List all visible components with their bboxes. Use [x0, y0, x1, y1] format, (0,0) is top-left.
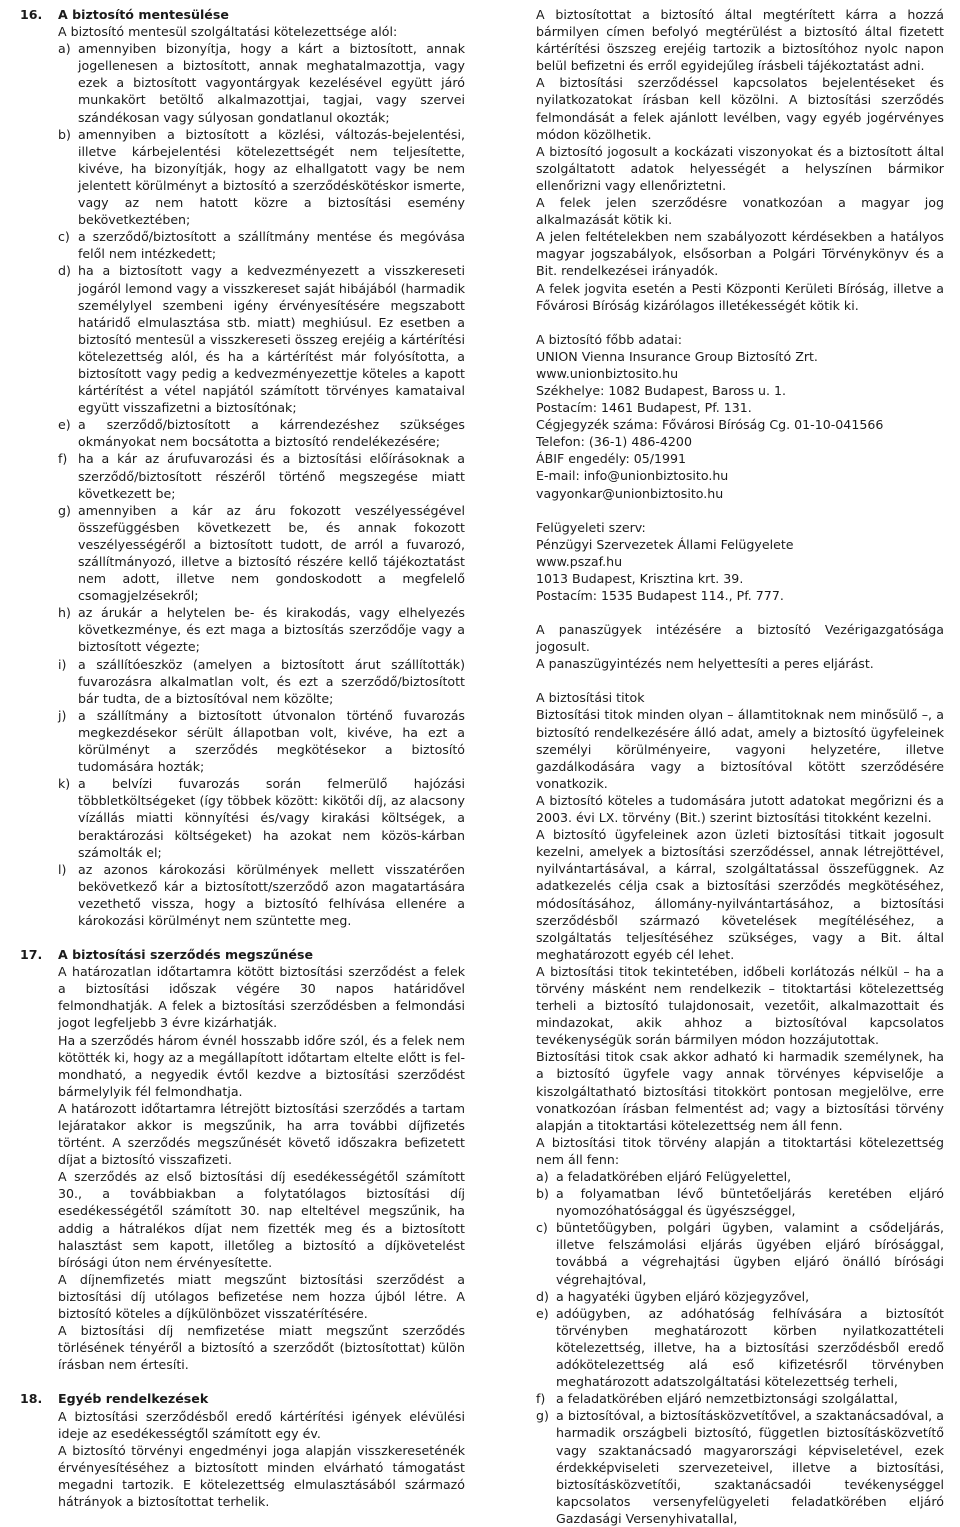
list-item — [20, 707, 465, 775]
paragraph: Ha a szerződés három évnél hosszabb időre szól, és a felek nem kötötték ki, hogy az a megállapított időtartam eltelte előtt is felmondható, a negyedik évtől kezdve a biztosítási szerződést bármelylyik fél felmondhatja. — [58, 1032, 465, 1099]
list-item — [20, 604, 465, 655]
list-item-text: a hagyatéki ügyben eljáró közjegyzővel, — [556, 1288, 810, 1304]
paragraph: A biztosítottat a biztosító által megtérített kárra a hozzá bármilyen címen befolyó megtérülést a biztosító által fizetett kártérítési öszszeg erejéig tartozik a biztosítóhoz nyolc napon belül befizetni és erről egyidejűleg írásbeli tájékoztatást adni. — [536, 7, 944, 74]
list-item-text: amennyiben bizonyítja, hogy a kárt a biztosított, annak jogellenesen a biztosított, annak meghatalmazottja, vagy ezek a biztosított vagyontárgyak kezelésével együtt járó munkakört betöltő alkalmazottjai, tagjai, vagy szervei szándékosan vagy súlyosan gondatlanul okozták; — [78, 41, 465, 125]
section-number: 16. — [20, 7, 43, 22]
section-16-heading — [20, 6, 465, 23]
list-item-text: ha a kár az árufuvarozási és a biztosítási előírásoknak a szerződő/biztosított részéről történő megszegése miatt következett be; — [78, 451, 465, 501]
list-item-label: e) — [58, 417, 71, 433]
paragraph: A felek jelen szerződésre vonatkozóan a magyar jog alkalmazását kötik ki. — [536, 195, 944, 228]
paragraph: A biztosítási titok tekintetében, időbeli korlátozás nélkül – ha a törvény másként nem rendelkezik – titoktartási kötelezettség terheli a biztosító tulajdonosait, vezetőit, alkalmazottait és mindazokat, akik ahhoz a biztosítóval kapcsolatos tevékenységük során bármilyen módon hozzájutottak. — [536, 963, 944, 1048]
paragraph: A felek jogvita esetén a Pesti Központi Kerületi Bíróság, illetve a Fővárosi Bíróság kizárólagos illetékességét kötik ki. — [536, 280, 944, 313]
list-item — [20, 861, 465, 929]
address-line: UNION Vienna Insurance Group Biztosító Zrt. — [536, 348, 818, 364]
list-item — [536, 1185, 944, 1219]
list-item — [536, 1305, 944, 1390]
paragraph: A panaszügyintézés nem helyettesíti a peres eljárást. — [536, 656, 874, 672]
paragraph: A határozatlan időtartamra kötött biztosítási szerződést a felek a biztosítási időszak végére 30 napos határidővel felmondhatják. A felek a biztosítási szerződésben a felmondási jogot legfeljebb 3 évre kizárhatják. — [58, 964, 465, 1031]
spacer — [20, 929, 465, 946]
section-16-intro: A biztosító mentesül szolgáltatási kötelezettsége alól: — [58, 24, 398, 40]
paragraph: A jelen feltételekben nem szabályozott kérdésekben a hatályos magyar jogszabályok, elsősorban a Polgári Törvénykönyv és a Bit. rendelkezései irányadók. — [536, 229, 944, 279]
list-item-text: a belvízi fuvarozás során felmerülő hajózási többletköltségeket (így többek között: kikötői díj, az alacsony vízállás miatti könnyítési és/vagy kirakási költségek, a beraktározási költségeket) ha azokat nem közös-kárban számolták el; — [78, 776, 465, 860]
list-item — [536, 1288, 944, 1305]
paragraph: Biztosítási titok csak akkor adható ki harmadik személynek, ha a biztosító ügyfele vagy annak törvényes képviselője a kiszolgáltatható biztosítási titokkört pontosan megjelölve, erre vonatkozóan írásban felmentést ad; vagy a biztosítási törvény alapján a titoktartási kötelezettség nem áll fenn. — [536, 1049, 944, 1133]
section-number: 17. — [20, 947, 43, 963]
address-line: E-mail: info@unionbiztosito.hu — [536, 468, 729, 484]
list-item-text: a feladatkörében eljáró nemzetbiztonsági szolgálattal, — [556, 1391, 898, 1407]
list-item — [20, 40, 465, 125]
paragraph: A biztosítási szerződésből eredő kártérítési igények elévülési ideje az esedékességtől számított egy év. — [58, 1408, 465, 1441]
list-item — [20, 416, 465, 450]
paragraph: A biztosítási szerződéssel kapcsolatos bejelentéseket és nyilatkozatokat írásban kell közölni. A biztosítási szerződés felmondását a felek ajánlott levélben, vagy egyéb jogérvényes módon közölhetik. — [536, 75, 944, 142]
address-line: Pénzügyi Szervezetek Állami Felügyelete — [536, 536, 794, 552]
section-18-heading — [20, 1390, 465, 1407]
list-item-text: büntetőügyben, polgári ügyben, valamint a csődeljárás, illetve felszámolási eljárás ügyében eljáró bírósággal, továbbá a végrehajtási ügyben eljáró önálló bírósági végrehajtóval, — [556, 1220, 944, 1287]
list-item-text: amennyiben a biztosított a közlési, változás-bejelentési, illetve kárbejelentési kötelezettségét nem teljesítette, kivéve, ha bizonyítják, hogy az elhallgatott vagy be nem jelentett körülményt a biztosító a szerződéskötéskor ismerte, vagy az nem hatott közre a biztosítási esemény bekövetkeztében; — [78, 126, 465, 228]
paragraph: A biztosító köteles a tudomására jutott adatokat megőrizni és a 2003. évi LX. törvény (Bit.) szerint biztosítási titokként kezelni. — [536, 792, 944, 826]
list-item-text: a biztosítóval, a biztosításközvetítővel, a szaktanácsadóval, a harmadik országbeli biztosító, független biztosításközvetítő vagy szaktanácsadó magyarországi képviseletével, ezek érdekképviseleti szervezeteivel, illetve a biztosítási, biztosításközvetítői, szaktanácsadói tevékenységgel kapcsolatos versenyfelügyeleti feladatkörében eljáró Gazdasági Versenyhivatallal, — [556, 1408, 944, 1526]
list-item-label: g) — [536, 1408, 549, 1424]
list-item-text: a szállítóeszköz (amelyen a biztosított árut szállították) fuvarozásra alkalmatlan volt, és ezt a szerződő/biztosított bár tudta, de a biztosítóval nem közölte; — [78, 656, 465, 706]
list-item-text: a folyamatban lévő büntetőeljárás keretében eljáró nyomozóhatósággal és ügyészséggel, — [556, 1186, 944, 1219]
paragraph: A biztosító törvényi engedményi joga alapján visszkereseténék érvényesítéséhez a biztosított minden elvárható támogatást megadni tartozik. E kötelezettség elmulasztásából származó hátrányok a biztosítottat terhelik. — [58, 1442, 465, 1509]
list-item — [20, 656, 465, 707]
spacer — [536, 502, 944, 519]
address-line: Postacím: 1535 Budapest 114., Pf. 777. — [536, 588, 784, 603]
list-item-label: d) — [536, 1288, 549, 1304]
address-line: Telefon: (36-1) 486-4200 — [536, 434, 692, 450]
list-item — [536, 1219, 944, 1287]
list-item-label: h) — [58, 605, 71, 621]
list-item-label: j) — [58, 707, 67, 723]
section-title: Egyéb rendelkezések — [58, 1391, 209, 1407]
section-17-body — [20, 963, 465, 1373]
address-line: Felügyeleti szerv: — [536, 519, 646, 535]
list-item — [536, 1168, 944, 1185]
list-item-label: b) — [58, 126, 71, 142]
section-17-heading — [20, 946, 465, 963]
paragraph: A biztosító ügyfeleinek azon üzleti biztosítási titkait jogosult kezelni, amelyek a biztosítási szerződéssel, annak létrejöttével, nyilvántartásával, a kárral, szolgáltatással összefüggnek. Az adatkezelés célja csak a biztosítási szerződés megkötéséhez, módosításához, állomány-nyilvántartásához, a biztosítási szerződésből származó követelések megítéléséhez, a szolgáltatás teljesítéséhez szükséges, vagy a Bit. által meghatározott egyéb cél lehet. — [536, 827, 944, 962]
list-item — [536, 1390, 944, 1407]
section-number: 18. — [20, 1391, 43, 1407]
spacer — [536, 314, 944, 331]
secrets-list — [536, 1168, 944, 1527]
left-column — [20, 6, 465, 1510]
paragraph: A szerződés az első biztosítási díj esedékességétől számított 30., a továbbiakban a folytatólagos biztosítási díj esedékességétől számított 30. nap elteltével megszűnik, ha addig a hátralékos díjat nem fizették meg és a biztosított halasztást sem kapott, illetőleg a biztosító a díjkövetelést bírósági úton nem érvényesítette. — [58, 1169, 465, 1270]
list-item-text: amennyiben a kár az áru fokozott veszélyességével összefüggésben következett be, és annak fokozott veszélyességéről a biztosított tudott, de arról a fuvarozó, szállítmányozó, illetve a biztosító részére kellő tájékoztatást nem adott, illetve nem gondoskodott a megfelelő csomagjelzésekről; — [78, 502, 465, 604]
section-title: A biztosító mentesülése — [58, 7, 229, 22]
list-item-text: adóügyben, az adóhatóság felhívására a biztosítót törvényben meghatározott körben nyilatkozattételi kötelezettség, illetve, ha a biztosítási szerződésből eredő adókötelezettség alá eső kifizetésről törvényben meghatározott adatszolgáltatási kötelezettség terheli, — [556, 1305, 944, 1390]
list-item — [20, 450, 465, 501]
paragraph: Biztosítási titok minden olyan – államtitoknak nem minősülő –, a biztosító rendelkezésére álló adat, amely a biztosító ügyfeleinek személyi körülményeire, vagyoni helyzetére, illetve gazdálkodására vagy a biztosítóval kötött szerződésére vonatkozik. — [536, 707, 944, 791]
list-item — [20, 502, 465, 605]
list-item-label: b) — [536, 1186, 549, 1202]
list-item-text: az azonos károkozási körülmények mellett visszatérően bekövetkező kár a biztosított/szerződő azon magatartására vezethető vissza, hogy a biztosító felhívása ellenére a károkozási körülményt nem szüntette meg. — [78, 861, 465, 928]
list-item-text: a feladatkörében eljáró Felügyelettel, — [556, 1169, 792, 1184]
address-line: www.pszaf.hu — [536, 553, 623, 569]
paragraph: A biztosítási titok törvény alapján a titoktartási kötelezettség nem áll fenn: — [536, 1134, 944, 1167]
section-18-body — [20, 1408, 465, 1511]
right-column — [536, 6, 944, 1527]
secrets-heading: A biztosítási titok — [536, 690, 645, 706]
spacer — [536, 604, 944, 621]
list-item-text: ha a biztosított vagy a kedvezményezett a visszkereseti jogáról lemond vagy a visszkereset saját hibájából (harmadik személylyel szembeni igény érvényesítésére megszabott határidő elmulasztása stb. miatt) meghiúsul. Ez esetben a biztosító mentesül a visszkereseti összeg erejéig a kártérítési kötelezettség alól, és ha a kártérítést már folyósította, a biztosított vagy pedig a kedvezményezettje köteles a kapott kártérítést a vétel napjától számított törvényes kamataival együtt visszafizetni a biztosítónak; — [78, 263, 465, 416]
supervisor-details — [536, 519, 944, 604]
list-item-label: g) — [58, 502, 71, 518]
address-line: 1013 Budapest, Krisztina krt. 39. — [536, 570, 744, 586]
list-item — [536, 1407, 944, 1527]
address-line: Cégjegyzék száma: Fővárosi Bíróság Cg. 01-10-041566 — [536, 417, 884, 433]
list-item-text: a szerződő/biztosított a kárrendezéshez szükséges okmányokat nem bocsátotta a biztosító rendelékezésére; — [78, 417, 465, 450]
list-item-label: a) — [536, 1169, 549, 1184]
list-item-label: f) — [58, 451, 68, 467]
section-16-list — [20, 40, 465, 929]
address-line: www.unionbiztosito.hu — [536, 365, 679, 381]
list-item-label: e) — [536, 1305, 549, 1321]
list-item-text: a szerződő/biztosított a szállítmány mentése és megóvása felől nem intézkedett; — [78, 229, 465, 262]
paragraph: A biztosítási díj nemfizetése miatt megszűnt szerződés törlésének tényéről a biztosító a szerződőt (biztosítottat) külön írásban nem értesíti. — [58, 1323, 465, 1373]
address-line: ÁBIF engedély: 05/1991 — [536, 451, 687, 467]
list-item-label: i) — [58, 656, 67, 672]
secrets-body — [536, 706, 944, 1168]
address-line: A biztosító főbb adatai: — [536, 331, 683, 347]
list-item-label: a) — [58, 41, 71, 57]
list-item-text: a szállítmány a biztosított útvonalon történő fuvarozás megkezdésekor sérült állapotban volt, kivéve, ha ezt a körülményt a szerződés megkötésekor a biztosító tudomására hozták; — [78, 707, 465, 775]
list-item-label: d) — [58, 263, 71, 279]
paragraph: A díjnemfizetés miatt megszűnt biztosítási szerződést a biztosítási díj utólagos befizetése nem hozza újból létre. A biztosító köteles a díjkülönbözet visszatérítésére. — [58, 1271, 465, 1322]
general-provisions — [536, 6, 944, 314]
insurer-details — [536, 331, 944, 502]
list-item-label: k) — [58, 776, 71, 792]
spacer — [536, 672, 944, 689]
spacer — [20, 1373, 465, 1390]
list-item — [20, 228, 465, 262]
address-line: vagyonkar@unionbiztosito.hu — [536, 485, 724, 501]
paragraph: A biztosító jogosult a kockázati viszonyokat és a biztosított által szolgáltatott adatok helyességét a helyszínen bármikor ellenőrizni vagy ellenőriztetni. — [536, 143, 944, 193]
paragraph: A határozott időtartamra létrejött biztosítási szerződés a tartam lejáratakor akkor is megszűnik, ha arra további díjfizetés történt. A szerződés megszűnését követő időszakra befizetett díjat a biztosító visszafizeti. — [58, 1100, 465, 1168]
paragraph: A panaszügyek intézésére a biztosító Vezérigazgatósága jogosult. — [536, 622, 944, 655]
address-line: Postacím: 1461 Budapest, Pf. 131. — [536, 400, 752, 416]
section-title: A biztosítási szerződés megszűnése — [58, 947, 314, 963]
list-item-label: f) — [536, 1391, 546, 1407]
list-item-label: l) — [58, 861, 67, 877]
complaint-handling — [536, 621, 944, 672]
list-item — [20, 262, 465, 416]
list-item — [20, 775, 465, 860]
list-item-text: az árukár a helytelen be- és kirakodás, vagy elhelyezés következménye, és ezt maga a biztosítás szerződője vagy a biztosított végezte; — [78, 605, 465, 655]
list-item-label: c) — [58, 229, 70, 245]
list-item-label: c) — [536, 1220, 548, 1236]
list-item — [20, 126, 465, 229]
address-line: Székhelye: 1082 Budapest, Baross u. 1. — [536, 382, 787, 398]
